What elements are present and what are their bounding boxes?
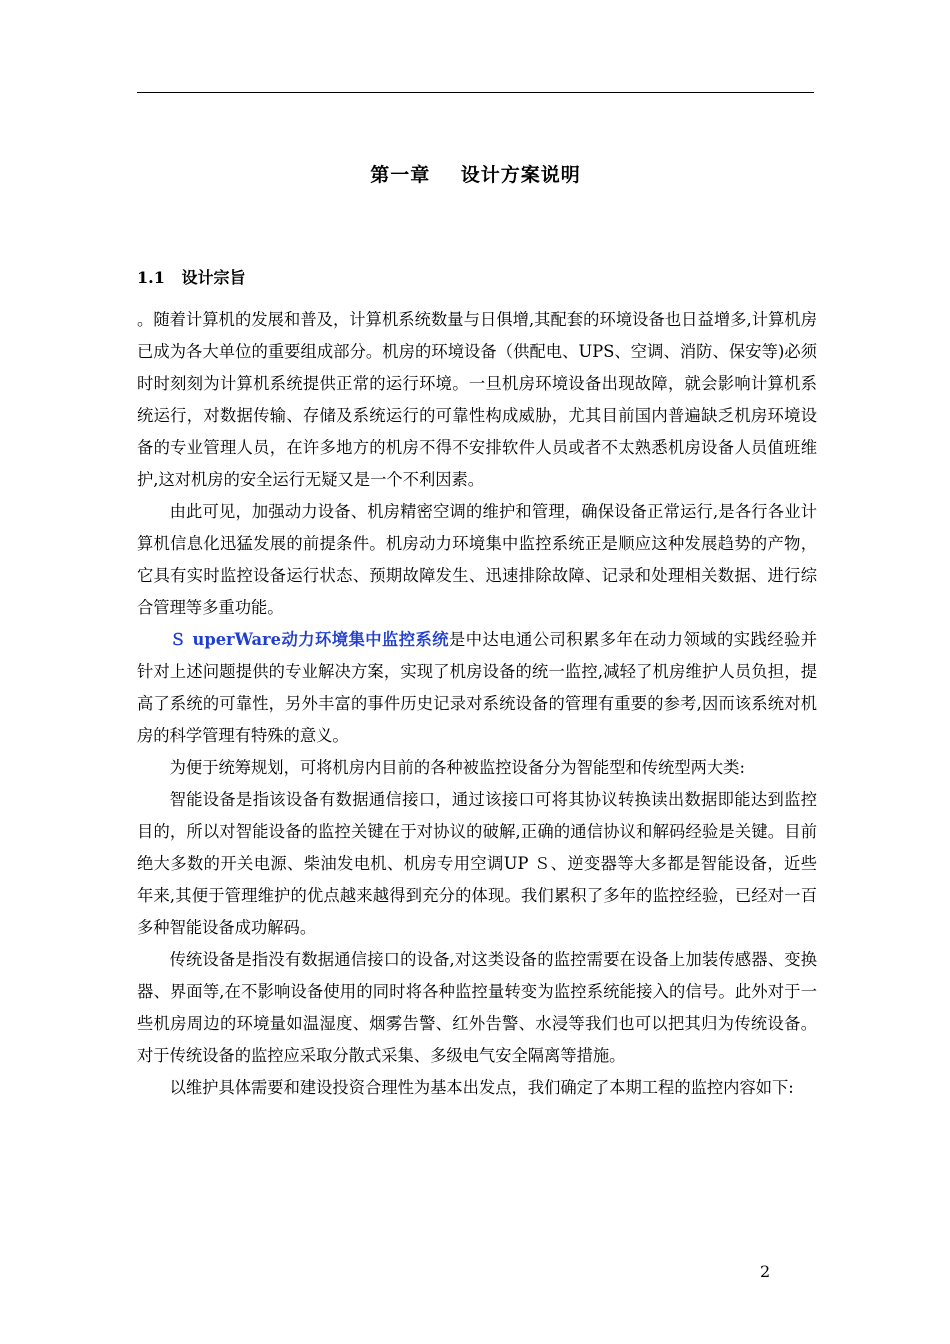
paragraph-1: 。随着计算机的发展和普及，计算机系统数量与日俱增,其配套的环境设备也日益增多,计算机房已成为各大单位的重要组成部分。机房的环境设备（供配电、UPS、空调、消防、保安等)必须时时刻刻为计算机系统提供正常的运行环境。一旦机房环境设备出现故障，就会影响计算机系统运行，对数据传输、存储及系统运行的可靠性构成威胁，尤其目前国内普遍缺乏机房环境设备的专业管理人员，在许多地方的机房不得不安排软件人员或者不太熟悉机房设备人员值班维护,这对机房的安全运行无疑又是一个不利因素。 — [137, 310, 817, 489]
paragraph-6: 传统设备是指没有数据通信接口的设备,对这类设备的监控需要在设备上加装传感器、变换器、界面等,在不影响设备使用的同时将各种监控量转变为监控系统能接入的信号。此外对于一些机房周边的环境量如温湿度、烟雾告警、红外告警、水浸等我们也可以把其归为传统设备。对于传统设备的监控应采取分散式采集、多级电气安全隔离等措施。 — [137, 950, 817, 1065]
paragraph-7: 以维护具体需要和建设投资合理性为基本出发点，我们确定了本期工程的监控内容如下: — [169, 1078, 794, 1097]
header-rule — [137, 92, 814, 93]
paragraph-3-text: 是中达电通公司积累多年在动力领域的实践经验并针对上述问题提供的专业解决方案，实现了机房设备的统一监控,减轻了机房维护人员负担，提高了系统的可靠性，另外丰富的事件历史记录对系统设备的管理有重要的参考,因而该系统对机房的科学管理有特殊的意义。 — [137, 630, 817, 745]
product-name-highlight: Ｓ uperWare动力环境集中监控系统 — [169, 630, 449, 649]
document-body — [137, 304, 817, 1104]
paragraph-3 — [137, 624, 817, 752]
paragraph-2: 由此可见，加强动力设备、机房精密空调的维护和管理，确保设备正常运行,是各行各业计算机信息化迅猛发展的前提条件。机房动力环境集中监控系统正是顺应这种发展趋势的产物，它具有实时监控设备运行状态、预期故障发生、迅速排除故障、记录和处理相关数据、进行综合管理等多重功能。 — [137, 502, 817, 617]
paragraph-5: 智能设备是指该设备有数据通信接口，通过该接口可将其协议转换读出数据即能达到监控目的，所以对智能设备的监控关键在于对协议的破解,正确的通信协议和解码经验是关键。目前绝大多数的开关电源、柴油发电机、机房专用空调UP Ｓ、逆变器等大多都是智能设备，近些年来,其便于管理维护的优点越来越得到充分的体现。我们累积了多年的监控经验，已经对一百多种智能设备成功解码。 — [137, 790, 817, 937]
chapter-title: 第一章 设计方案说明 — [370, 164, 581, 186]
page-number: 2 — [760, 1262, 771, 1281]
paragraph-4: 为便于统筹规划，可将机房内目前的各种被监控设备分为智能型和传统型两大类: — [169, 758, 745, 777]
section-title: 1.1 设计宗旨 — [137, 268, 246, 287]
